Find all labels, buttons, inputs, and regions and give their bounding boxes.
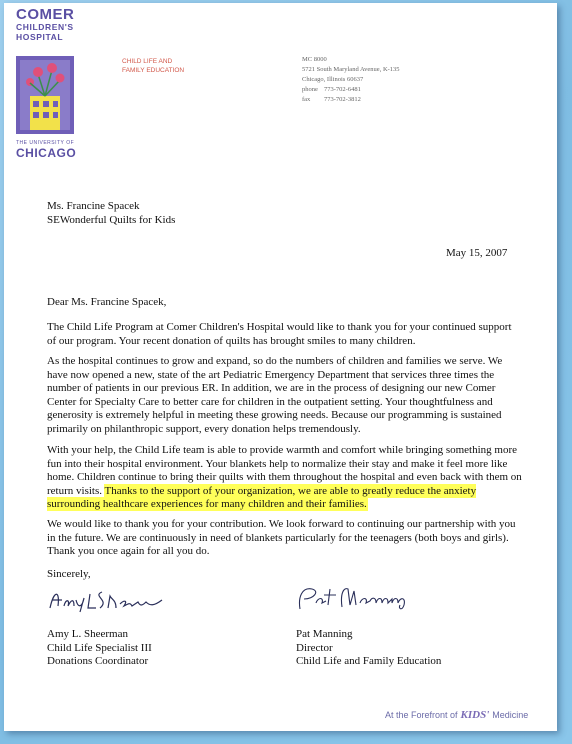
salutation: Dear Ms. Francine Spacek, xyxy=(47,296,167,308)
fax-number: 773-702-3812 xyxy=(324,96,361,103)
signer-2-title: Director xyxy=(296,641,333,654)
letter-date: May 15, 2007 xyxy=(446,247,508,259)
recipient-block xyxy=(47,200,175,227)
body-paragraph-3 xyxy=(47,444,522,512)
department-line-2: FAMILY EDUCATION xyxy=(122,67,185,74)
signer-1-block xyxy=(47,628,152,669)
recipient-org: SEWonderful Quilts for Kids xyxy=(47,213,176,226)
university-big-text: CHICAGO xyxy=(16,146,77,160)
fax-row xyxy=(302,95,400,105)
letter-page xyxy=(4,3,557,731)
footer-tagline xyxy=(385,709,528,721)
signer-1-role: Donations Coordinator xyxy=(47,655,149,667)
paragraph-3-text: With your help, the Child Life team is able to provide warmth and comfort while bringing something more fun into their hospital environment. Your blankets help to normalize their stay and make it feel more like home. Children continue to bring their quilts with them throughout the hospital and even back with them on return visits. xyxy=(47,444,522,497)
letterhead-address xyxy=(302,55,400,105)
signer-2-block xyxy=(296,628,441,669)
logo-line-comer: COMER xyxy=(16,6,75,23)
body-paragraph-1: The Child Life Program at Comer Children's Hospital would like to thank you for your continued support of our program. Your recent donation of quilts has brought smiles to many children. xyxy=(47,321,512,347)
logo-line-childrens: CHILDREN'S xyxy=(16,22,74,32)
street-address: 5721 South Maryland Avenue, K-135 xyxy=(302,66,400,73)
city-address: Chicago, Illinois 60637 xyxy=(302,76,364,83)
phone-row xyxy=(302,85,400,95)
kids-logo: KIDS' xyxy=(460,709,490,721)
signer-1-title: Child Life Specialist III xyxy=(47,641,152,654)
body-paragraph-4: We would like to thank you for your contribution. We look forward to continuing our partnership with you in the future. We are continuously in need of blankets particularly for the teenagers (both boys and girls). Thank you once again for all you do. xyxy=(47,518,516,557)
phone-number: 773-702-6481 xyxy=(324,86,361,93)
signer-1-name: Amy L. Sheerman xyxy=(47,628,128,640)
signature-amy-sheerman xyxy=(46,586,166,614)
department-name xyxy=(122,57,184,75)
recipient-name: Ms. Francine Spacek xyxy=(47,200,140,212)
hospital-logo-art-icon xyxy=(16,56,74,134)
footer-prefix: At the Forefront of xyxy=(385,710,458,720)
university-small-text: THE UNIVERSITY OF xyxy=(16,140,75,146)
university-of-chicago-logo xyxy=(16,140,76,160)
signer-2-name: Pat Manning xyxy=(296,628,353,640)
hospital-logo-text xyxy=(16,7,74,41)
highlighted-sentence: Thanks to the support of your organization, we are able to greatly reduce the anxiety surrounding healthcare experiences for many children and their families. xyxy=(47,484,477,510)
signature-pat-manning xyxy=(294,583,414,615)
logo-line-hospital: HOSPITAL xyxy=(16,31,64,42)
body-paragraph-2: As the hospital continues to grow and expand, so do the numbers of children and families we serve. We have now opened a new, state of the art Pediatric Emergency Department that services three times the number of patients in our previous ER. In addition, we are in the process of designing our new Comer Center for Specialty Care to better care for children in the outpatient setting. Your thoughtfulness and generosity is extremely helpful in meeting these growing needs. Because our programming is sustained primarily on philanthropic support, every donation helps tremendously. xyxy=(47,355,503,435)
phone-label: phone xyxy=(302,86,318,93)
closing: Sincerely, xyxy=(47,568,91,580)
footer-suffix: Medicine xyxy=(492,710,529,720)
signer-2-role: Child Life and Family Education xyxy=(296,655,442,667)
department-line-1: CHILD LIFE AND xyxy=(122,58,173,65)
mailcode: MC 8000 xyxy=(302,56,327,63)
fax-label: fax xyxy=(302,96,311,103)
